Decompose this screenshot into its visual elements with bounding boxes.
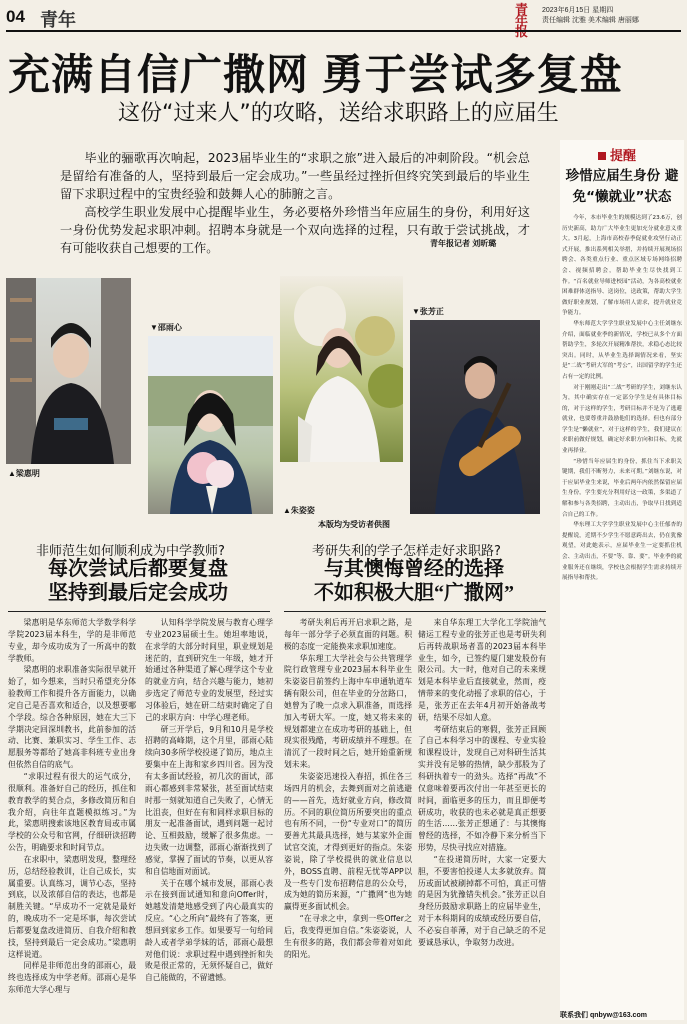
left-title-line: 每次尝试后都要复盘 xyxy=(48,558,228,580)
sub-headline: 这份“过来人”的攻略，送给求职路上的应届生 xyxy=(118,101,559,126)
article-paragraph: 研三开学后，9月和10月是学校招聘的高峰期，这个月里，邵雨心陆续向30多所学校投递了简历，地点主要集中在上海和家乡四川省。因为没有太多面试经验，初几次的面试，邵雨心都感到非常紧张，甚至面试结束时那一刻就知道自己失败了，心情无比沮丧，但好在有和同样求职目标的朋友一起准备面试，遇到问题一起讨论、互相鼓励，缓解了很多焦虑。一边失败一边调整，邵雨心渐渐找到了感觉，掌握了面试的节奏，以更从容和自信地面对面试。 xyxy=(145,724,273,876)
article-paragraph: 考研结束后的寒假，张芳正回顾了自己本科学习中的课程、专业实验和课程设计，发现自己对科研生活其实并没有足够的热情，缺少那股为了科研执着专一的劲头。选择“再战”不仅意味着要再次付出一年甚至更长的时间，面临更多的压力，而且即便考研成功，收获的也未必就是真正想要的生活……张芳正想通了：与其懊悔曾经的选择，不如冷静下来分析当下形势，尽快寻找应对措施。 xyxy=(418,724,546,853)
article-column-1 xyxy=(8,617,136,1017)
article-paragraph: 考研失利后再开启求职之路，是每年一部分学子必须直面的问题。积极的态度一定能换来求职加速度。 xyxy=(284,618,412,651)
page-number: 04 xyxy=(6,7,25,26)
article-paragraph: 同样是非师范出身的邵雨心，最终也选择成为中学老师。邵雨心是华东师范大学心理与 xyxy=(8,961,136,995)
article-paragraph: 梁惠明是华东师范大学数学科学学院2023届本科生，学的是非师范专业，却今成功成为了一所高中的数学教师。 xyxy=(8,618,136,663)
section-name: 青年 xyxy=(40,10,76,30)
photo-credit: 本版均为受访者供图 xyxy=(318,520,390,529)
article-paragraph: “在投递简历时，大家一定要大胆，不要害怕投递人太多就放弃。简历或面试被刷掉都不可怕，真正可惜的是因为犹豫错失机会。”张芳正以自身经历鼓励求职路上的应届毕业生，对于本科期间的成绩或经历要自信，不必妄自菲薄，对于自己缺乏的不足要诚恳承认，争取努力改进。 xyxy=(418,854,546,947)
article-paragraph: 关于在哪个城市发展，邵雨心表示在接到面试通知和意向Offer时，她越发清楚地感受到了内心最真实的反应。“心之所向”最终有了答案，更想回到家乡工作。如果要写一句给同龄人或者学弟学妹的话，邵雨心最想对他们说：求职过程中遇到挫折和失败是很正常的，无须怀疑自己，做好自己能做的，不留遗憾。 xyxy=(145,878,273,983)
article-column-3 xyxy=(284,617,412,1017)
right-question: 考研失利的学子怎样走好求职路? xyxy=(312,544,501,559)
newspaper-logo: 青年 xyxy=(515,2,529,28)
photo-liang-huiming xyxy=(6,278,131,464)
photo-caption: ▲梁惠明 xyxy=(8,469,40,478)
sidebar-paragraph: 对于刚刚走出“二战”考研的学生，刘继东认为，其中确实存在一定部分学生是有具体目标的，对于这样的学生，考研目标并不是为了逃避就业，也要尊重并鼓励他们的选择。但也有部分学生是“懒就业”，对于这样的学生，我们建议在求职前做好规划，确定好求职方向和目标，先就业再择业。 xyxy=(562,384,682,455)
main-headline: 充满自信广撒网 勇于尝试多复盘 xyxy=(8,51,623,98)
photo-caption: ▼邵雨心 xyxy=(150,323,182,332)
right-title xyxy=(284,557,544,605)
header-info xyxy=(542,6,682,26)
left-title-line: 坚持到最后定会成功 xyxy=(48,582,228,604)
article-paragraph: 朱姿姿迅速投入春招，抓住各三场四月的机会，去舞到面对之前逃避的——首先，选好就业方向，修改简历。不同的职位简历所要突出的重点也有所不同，一份“专业对口”的简历要善尤其最具选择，她与某家外企面试官交流，才得到更好的指点。朱姿姿说，除了学校提供的就业信息以外，BOSS直聘、前程无忧等APP以及一些专门发布招聘信息的公众号，成为她的简历来源，“广撒网”也为她赢得更多面试机会。 xyxy=(284,771,412,912)
article-column-4 xyxy=(418,617,546,1017)
sidebar-body xyxy=(562,213,682,584)
header-date: 2023年6月15日 星期四 xyxy=(542,7,614,14)
sidebar-paragraph: 今年，本市毕业生的规模达到了23.6万，创历史新高，助力广大毕业生更加充分就业意义重大。3月起，上海市高校春季促就业攻坚行动正式开展，推出系列相关举措，并持续开展现场招聘会、各类重点行业、重点区域专场网络招聘会、视频招聘会，帮助毕业生尽快找到工作。“百名就业导师进校园”活动，为各高校就业困难群体送指导、送岗位，送政策，帮助大学生做好职业规划，了解市场用人需求，提升就业竞争能力。 xyxy=(562,215,682,317)
left-question: 非师范生如何顺利成为中学教师? xyxy=(36,544,225,559)
right-title-line: 不如积极大胆“广撒网” xyxy=(314,582,514,604)
photo-caption: ▼张芳正 xyxy=(412,307,444,316)
photo-shao-yuxin xyxy=(148,336,273,514)
photo-zhang-fangzheng xyxy=(410,320,540,514)
article-paragraph: “在寻求之中，拿到一些Offer之后，我变得更加自信。”朱姿姿说，人生有很多的路，我们都会带着对如此的阳光。 xyxy=(284,914,412,959)
article-column-2 xyxy=(145,617,273,1017)
section-divider xyxy=(8,611,270,612)
sidebar-paragraph: 华东师范大学学生职业发展中心主任刘继东介绍，面临就业季的新情况，学校已从多个方面帮助学生，多轮次开展精准帮扶，求稳心态比较突出。同时，从毕业生选择调情况来看，坚实是“二战”考研大军的“考公”，出国留学的学生还占有一定的比例。 xyxy=(562,320,682,380)
lead-paragraph: 毕业的骊歌再次响起，2023届毕业生的“求职之旅”进入最后的冲刺阶段。“机会总是留给有准备的人，坚持到最后一定会成功。”一些虽经过挫折但终究笑到最后的毕业生留下求职过程中的宝贵经验和鼓舞人心的肺腑之言。 xyxy=(60,151,530,201)
left-title xyxy=(8,557,268,605)
article-paragraph: 在求职中，梁惠明发现，整理经历，总结经验教训，让自己成长，实属重要。认真练习，调节心态，坚持到底，以及浓郁自信的表达，也都是制胜关键。“早成功不一定就是最好的，晚成功不一定是坏事，每次尝试后都要复盘改进简历、自我介绍和教技，坚持到最后一定会成功。”梁惠明这样说道。 xyxy=(8,854,136,959)
sidebar-paragraph: “珍惜当年应届生的身份，抓住当下求职关键期，我们不断努力，未来可期。”刘继东说，对于应届毕业生来说，毕业后两年内依然保留应届生身份，学生要充分利用好这一政策，多渠道了解和参与各类招聘，主动出击，争取早日找到适合自己的工作。 xyxy=(562,458,682,518)
sidebar-paragraph: 华东理工大学学生职业发展中心主任郁杏的提醒说，近期不少学生不愿意跨出去，仍在犹豫观望，对此她表示，应届毕业生一定要抓住机会、主动出击，不要“等、靠、要”。毕业季的就业服务还在继续，学校也会根据学生需求持续开展指导和帮扶。 xyxy=(562,522,682,582)
lead-paragraph: 高校学生职业发展中心提醒毕业生，务必要格外珍惜当年应届生的身份，利用好这一身份优势发起求职冲刺。招聘本身就是一个双向选择的过程，只有敢于尝试挑战，才有可能收获自己想要的工作。 xyxy=(60,205,530,255)
article-paragraph: 来自华东理工大学化工学院油气储运工程专业的张芳正也是考研失利后再转战职场者喜的2023届本科毕业生，如今，已签约厦门建发股份有限公司。大一时，他对自己的未来规划是本科毕业后直接就业，然而，疫情带来的变化动摇了求职的信心，于是，张芳正在去年4月初开始备战考研，结果不尽如人意。 xyxy=(418,618,546,722)
section-divider xyxy=(284,611,546,612)
article-paragraph: 华东理工大学社会与公共管理学院行政管理专业2023届本科毕业生朱姿姿目前签约上海中车申通轨道车辆有限公司，但在毕业的分岔路口，她曾为了晚一点求入职准备，而选择加入考研大军。一度，她又将未来的规划都建立在成功考研的基础上，但现实很残酷，考研成绩并不理想。在清沉了一段时间之后，她开始重新规划未来。 xyxy=(284,653,412,770)
sidebar-title: 珍惜应届生身份 避免“懒就业”状态 xyxy=(565,168,679,205)
article-paragraph: 梁惠明的求职准备实际很早就开始了，如今想来，当时只希望充分体验教师工作和提升各方面能力，以确定自己是否喜欢和适合，以及想要哪个学段。综合各种原因，她在大三下学期决定回深圳教书，此前参加的活动、比赛、兼职实习、学生工作、志愿服务等都给了她高非科班专业出身但依然自信的底气。 xyxy=(8,665,136,770)
right-title-line: 与其懊悔曾经的选择 xyxy=(324,558,504,580)
article-paragraph: “求职过程有很大的运气成分，很顺利。准备好自己的经历，抓住和教育教学的契合点，多修改简历和自我介绍，向往年直题模拟练习。”为此，梁惠明搜索该地区教育局或市属学校的公众号和官网，仔细研读招聘公告，明确要求和时间节点。 xyxy=(8,771,136,853)
remind-label: 提醒 xyxy=(598,145,636,164)
header-divider xyxy=(6,30,681,32)
photo-caption: ▲朱姿姿 xyxy=(283,506,315,515)
photo-zhu-zizi xyxy=(280,276,403,462)
byline: 青年报记者 刘昕璐 xyxy=(430,239,497,248)
article-paragraph: 认知科学学院发展与教育心理学专业2023届硕士生。她坦率地说，在求学的大部分时间里，职业规划是迷茫的，直到研究生一年级，她才开始通过各种渠道了解心理学这个专业的就业方向，结合兴趣与能力，她初步选定了师范专业的发展型，经过实习体验后，她在研二结束时确定了自己的求职方向：中学心理老师。 xyxy=(145,618,273,722)
header-editors: 责任编辑 沈雅 美术编辑 唐丽娜 xyxy=(542,17,639,24)
footer-contact: 联系我们 qnbyw@163.com xyxy=(560,1012,647,1019)
